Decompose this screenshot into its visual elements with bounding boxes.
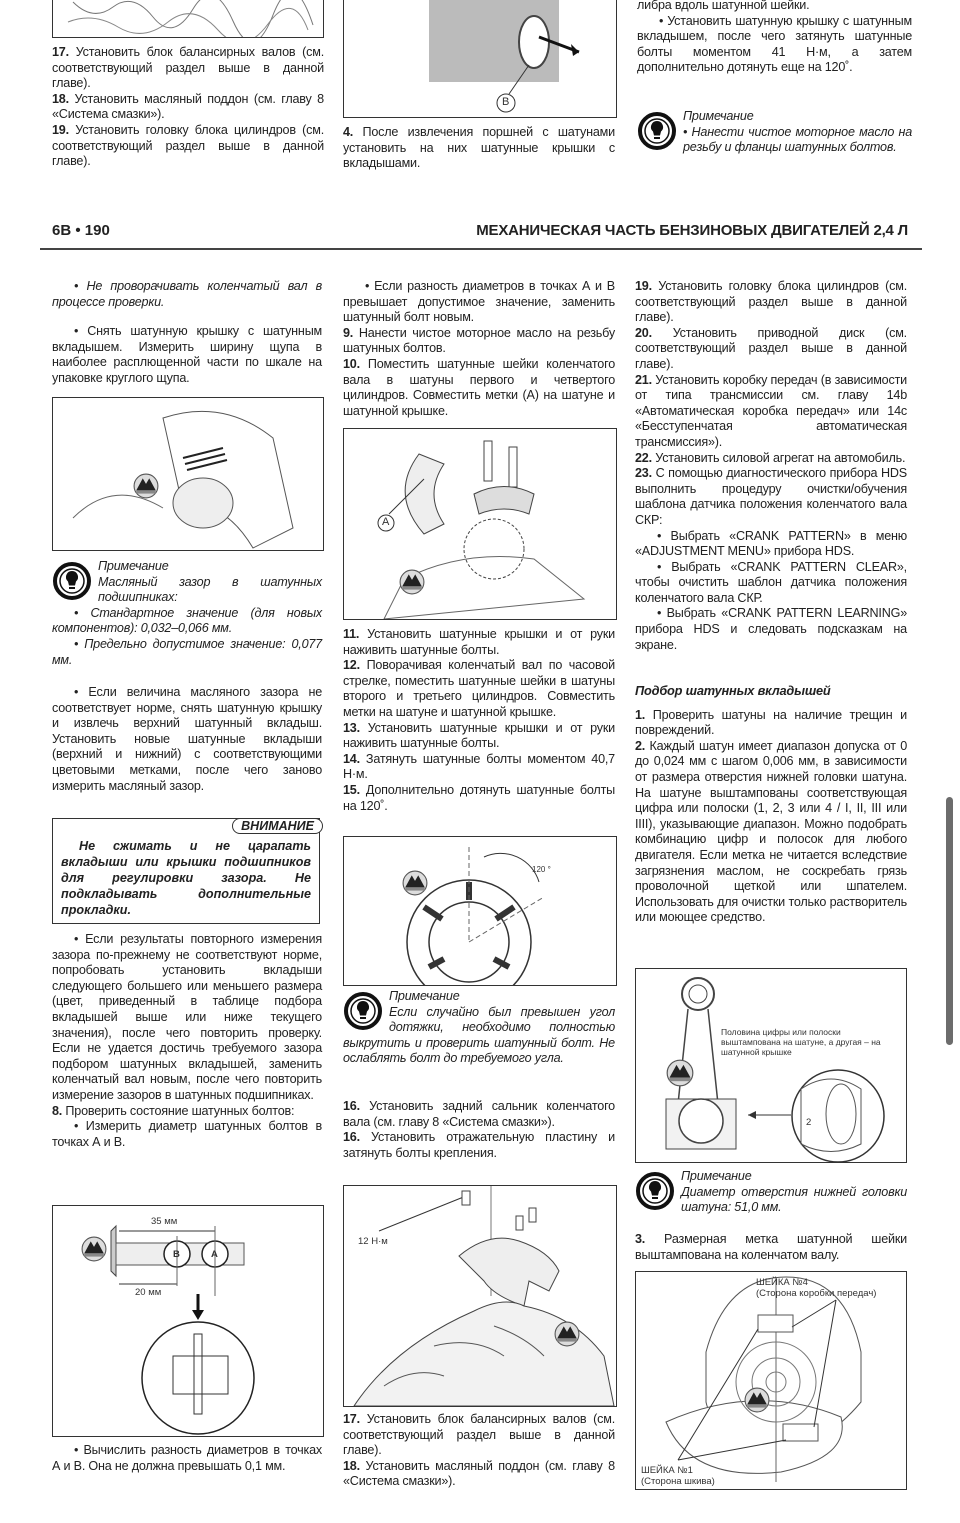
step-11: 11. Установить шатунные крышки и от руки наживить шатунные болты.: [343, 627, 615, 657]
header-divider: [40, 248, 922, 250]
figure-crankshaft-removal: [343, 0, 617, 118]
step-12: 12. Поворачивая коленчатый вал по часовой стрелке, поместить шатунные шейки в шатуны второго и третьего цилиндров. Совместить метки на шатуне и шатунной крышке.: [343, 658, 615, 719]
top-right-text: [637, 0, 912, 76]
figure-engine-block-top-left: [52, 0, 324, 38]
top-center-step-4: 4. После извлечения поршней с шатунами установить на них шатунные крышки с вкладышами.: [343, 125, 615, 171]
note-standard-value: • Стандартное значение (для новых компонентов): 0,032–0,066 мм.: [52, 605, 322, 636]
step-1: 1. Проверить шатуны на наличие трещин и повреждений.: [635, 707, 907, 738]
step-16-seal: 16. Установить задний сальник коленчатого вала (см. главу 8 «Система смазки»).: [343, 1099, 615, 1129]
right-col-step-3: 3. Размерная метка шатунной шейки выштампована на коленчатом валу.: [635, 1232, 907, 1262]
figure-angle-tightening: [343, 836, 617, 986]
center-col-intro: [343, 279, 615, 419]
note-title: Примечание: [681, 1169, 752, 1183]
center-col-steps-11-15: [343, 627, 615, 814]
page-number: 6В • 190: [52, 222, 110, 239]
step-16-plate: 16. Установить отражательную пластину и затянуть болты крепления.: [343, 1130, 615, 1160]
left-col-p3: • Если величина масляного зазора не соответствует норме, снять шатунную крышку и извлечь верхний шатунный вкладыш. Установить новые шатунные вкладыши (верхний и нижний) с соответствующими цветовыми метками, после чего заново измерить масляный зазор.: [52, 685, 322, 793]
brand-logo-icon: [745, 1388, 769, 1412]
angle-label: 120 °: [532, 865, 551, 874]
center-col-note-angle: [343, 989, 615, 1067]
warning-label: ВНИМАНИЕ: [232, 818, 323, 834]
brand-logo-icon: [555, 1322, 579, 1346]
brand-logo-icon: [400, 570, 424, 594]
bullet-remove-cap: • Снять шатунную крышку с шатунным вкладышем. Измерить ширину щупа в наиболее расплющенной части по шкале на упаковке круглого щупа.: [52, 324, 322, 385]
step-10: 10. Поместить шатунные шейки коленчатого вала в шатуны первого и четвертого цилиндров. Совместить метки (А) на шатуне и шатунной крышке.: [343, 356, 615, 418]
note-text: Если случайно был превышен угол дотяжки, необходимо полностью выкрутить и проверить шатунный болт. Не ослаблять болт до требуемого угла.: [343, 1004, 615, 1066]
step-2: 2. Каждый шатун имеет диапазон допуска от 0 до 0,024 мм с шагом 0,006 мм, в зависимости от размера отверстия нижней головки шатуна. На шатуне выштампованы соответствующая цифра или полоски (1, 2, 3 или 4 / I, II, III или IIII), указывающие диапазон. Можно подобрать комбинацию цифр и полосок для любого двигателя. Если метка не читается вследствие загрязнения маслом, не соскребать грязь проволочной щеткой или шпателем. Использовать для очистки только растворитель или моющее средство.: [635, 738, 907, 925]
point-a: A: [211, 1249, 218, 1260]
bullet-measure-bolts: • Измерить диаметр шатунных болтов в точках А и В.: [52, 1119, 322, 1149]
left-col-note-clearance: [52, 559, 322, 668]
note-title: Примечание: [683, 109, 754, 123]
figure-bolt-measurement: [52, 1205, 324, 1437]
note-bulb-icon: [637, 111, 677, 151]
center-col-steps-17-18: [343, 1412, 615, 1490]
figure-label-a: A: [382, 516, 390, 528]
step-17: 17. Установить блок балансирных валов (см. соответствующий раздел выше в данной главе).: [343, 1412, 615, 1458]
step-19: 19. Установить головку блока цилиндров (см. соответствующий раздел выше в данной главе).: [52, 122, 324, 169]
bullet-install-cap: • Установить шатунную крышку с шатунным вкладышем, после чего затянуть шатунные болты моментом 41 Н·м, а затем дополнительно дотянуть еще на 120˚.: [637, 13, 912, 75]
figure-baffle-plate: [343, 1185, 617, 1407]
step-17: 17. Установить блок балансирных валов (см. соответствующий раздел выше в данной главе).: [52, 45, 324, 91]
section-title: МЕХАНИЧЕСКАЯ ЧАСТЬ БЕНЗИНОВЫХ ДВИГАТЕЛЕЙ 2,4 Л: [476, 222, 908, 239]
warning-box: [52, 818, 320, 924]
step-20: 20. Установить приводной диск (см. соответствующий раздел выше в данной главе).: [635, 325, 907, 371]
step-13: 13. Установить шатунные крышки и от руки наживить шатунные болты.: [343, 720, 615, 751]
journal-1-label: ШЕЙКА №1 (Сторона шкива): [641, 1465, 715, 1487]
figure-rod-cap-marks: [343, 428, 617, 620]
note-text: • Нанести чистое моторное масло на резьбу и фланцы шатунных болтов.: [683, 124, 912, 155]
step-21: 21. Установить коробку передач (в зависимости от типа трансмиссии см. главу 14b «Автоматическая коробка передач» или 14с «Бесступенчатая автоматическая трансмиссия»).: [635, 372, 907, 449]
warning-text: Не сжимать и не царапать вкладыши или крышки подшипников для регулировки зазора. Не подкладывать дополнительные прокладки.: [61, 839, 311, 917]
figure-crankshaft-journal-marks: [635, 1271, 907, 1490]
step-18: 18. Установить масляный поддон (см. главу 8 «Система смазки»).: [343, 1458, 615, 1489]
step-9: 9. Нанести чистое моторное масло на резьбу шатунных болтов.: [343, 325, 615, 356]
text-line: либра вдоль шатунной шейки.: [637, 0, 810, 12]
step-18: 18. Установить масляный поддон (см. главу 8 «Система смазки»).: [52, 91, 324, 122]
step-23: 23. С помощью диагностического прибора HDS выполнить процедуру очистки/обучения шаблона датчика положения коленчатого вала СКР:: [635, 466, 907, 527]
note-text: Диаметр отверстия нижней головки шатуна: 51,0 мм.: [681, 1184, 907, 1215]
right-col-steps-19-23: [635, 279, 907, 653]
brand-logo-icon: [403, 871, 427, 895]
step-14: 14. Затянуть шатунные болты моментом 40,7 Н·м.: [343, 751, 615, 782]
note-text: Масляный зазор в шатунных подшипниках:: [98, 574, 322, 605]
left-col-p4: [52, 932, 322, 1150]
right-col-bearing-selection: [635, 683, 907, 926]
dim-35mm: 35 мм: [151, 1216, 178, 1227]
figure-label-b: B: [502, 96, 510, 108]
journal-4-label: ШЕЙКА №4 (Сторона коробки передач): [756, 1277, 877, 1299]
figure-connecting-rod-marks: [635, 968, 907, 1163]
top-left-steps: [52, 45, 324, 170]
left-col-p6: • Вычислить разность диаметров в точках А и В. Она не должна превышать 0,1 мм.: [52, 1443, 322, 1473]
scrollbar-thumb[interactable]: [946, 797, 953, 1045]
brand-logo-icon: [667, 1060, 693, 1086]
note-bulb-icon: [343, 991, 383, 1031]
dim-20mm: 20 мм: [135, 1287, 162, 1298]
bullet-replace-bolt: • Если разность диаметров в точках А и В превышает допустимое значение, заменить шатунный болт новым.: [343, 279, 615, 325]
step-15: 15. Дополнительно дотянуть шатунные болты на 120˚.: [343, 782, 615, 813]
step-8: 8. Проверить состояние шатунных болтов:: [52, 1103, 295, 1118]
right-col-note-diameter: [635, 1169, 907, 1216]
section-heading: Подбор шатунных вкладышей: [635, 683, 831, 698]
torque-label: 12 Н·м: [358, 1236, 388, 1247]
brand-logo-icon: [82, 1237, 106, 1261]
center-col-steps-16: [343, 1099, 615, 1161]
brand-logo-icon: [134, 474, 158, 498]
note-bulb-icon: [635, 1171, 675, 1211]
rod-mark-label: Половина цифры или полоски выштампована на шатуне, а другая – на шатунной крышке: [721, 1027, 881, 1057]
note-bulb-icon: [52, 561, 92, 601]
bullet-retry: • Если результаты повторного измерения зазора по-прежнему не соответствуют норме, попробовать установить вкладыши следующего большего или меньшего размера (цвет, приведенный в таблице подбора вкладышей выше или ниже текущего значения), после чего повторить проверку. Если не удается достичь требуемого зазора подбором шатунных вкладышей, заменить коленчатый вал новым, после чего повторить измерение зазоров в шатунных подшипниках.: [52, 932, 322, 1102]
note-limit-value: • Предельно допустимое значение: 0,077 мм.: [52, 636, 322, 667]
left-col-intro: [52, 279, 322, 387]
bullet-crank-pattern: • Выбрать «CRANK PATTERN» в меню «ADJUSTMENT MENU» прибора HDS.: [635, 528, 907, 559]
step-19: 19. Установить головку блока цилиндров (см. соответствующий раздел выше в данной главе).: [635, 279, 907, 325]
rod-mark-digit: 2: [806, 1117, 812, 1128]
point-b: B: [173, 1249, 180, 1260]
bullet-crank-pattern-learning: • Выбрать «CRANK PATTERN LEARNING» прибора HDS и следовать подсказкам на экране.: [635, 606, 907, 652]
note-title: Примечание: [98, 559, 169, 573]
figure-plastigage-check: [52, 397, 324, 551]
note-title: Примечание: [389, 989, 460, 1003]
bullet-no-rotate: • Не проворачивать коленчатый вал в процессе проверки.: [52, 279, 322, 309]
bullet-crank-pattern-clear: • Выбрать «CRANK PATTERN CLEAR», чтобы очистить шаблон датчика положения коленчатого вала СКР.: [635, 559, 907, 605]
top-right-note: [637, 109, 912, 156]
step-22: 22. Установить силовой агрегат на автомобиль.: [635, 450, 906, 465]
